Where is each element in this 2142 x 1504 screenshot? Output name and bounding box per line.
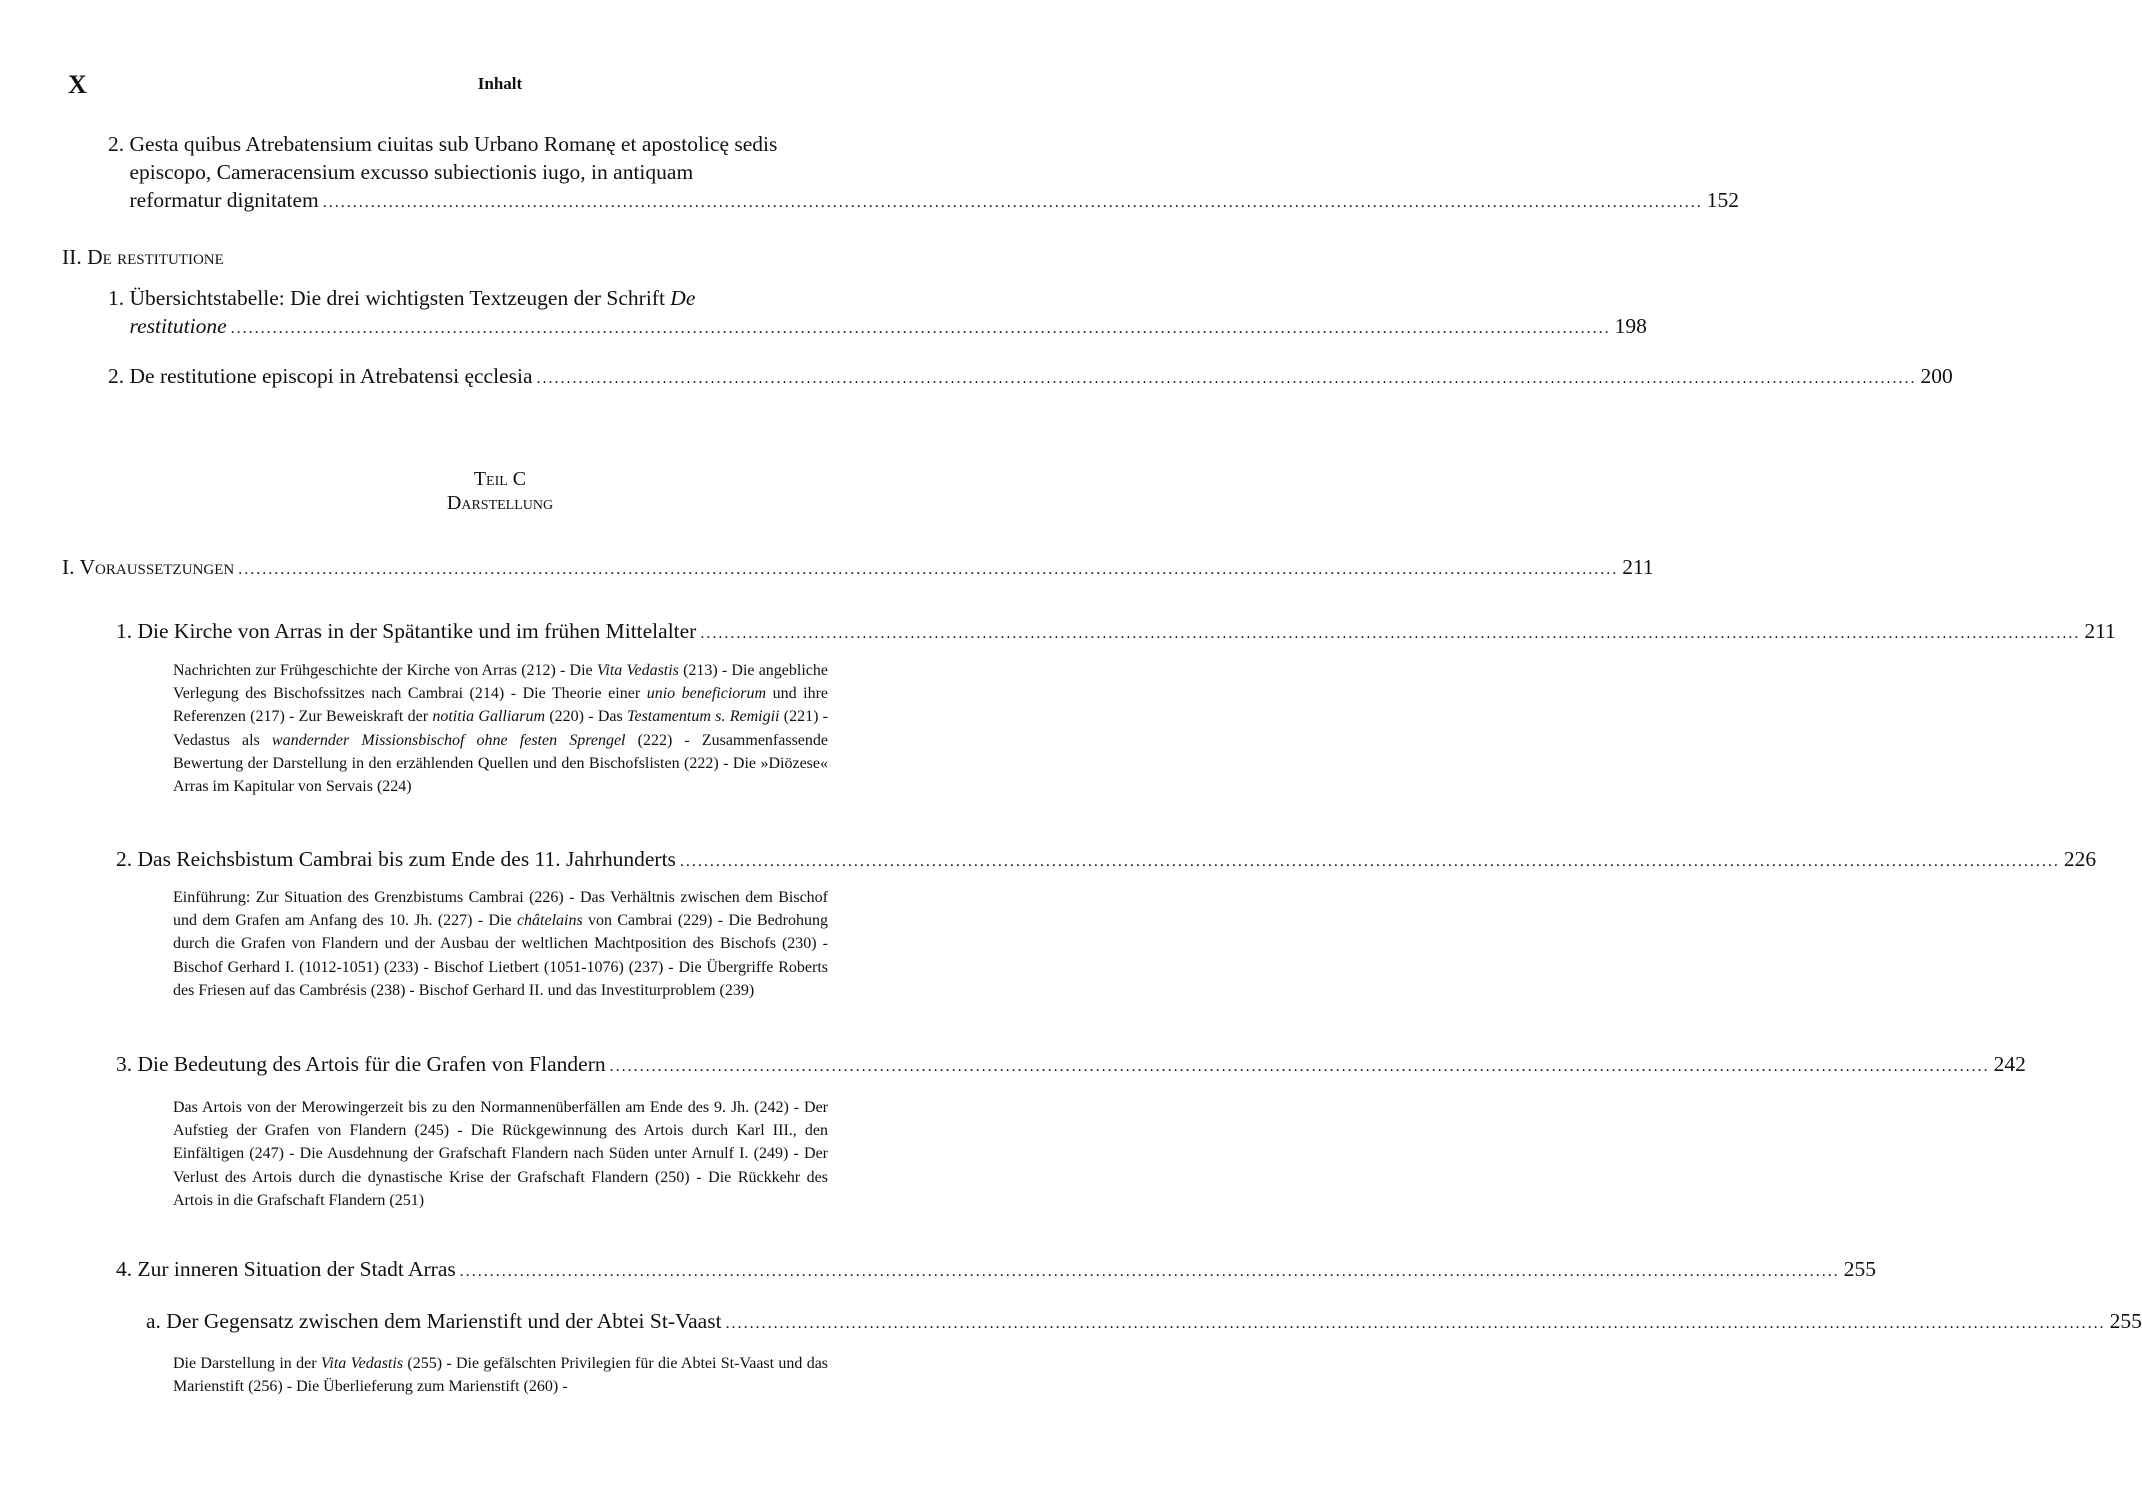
page-ref: 152 [1706,188,1739,212]
entry-number: a. [146,1309,161,1333]
entry-number: 2. [108,364,125,388]
entry-title: De restitutione episcopi in Atrebatensi ęcclesia [129,364,533,388]
leader-dots [238,556,1618,584]
entry-title-line: restitutione [129,314,227,338]
toc-entry [116,1255,1876,1286]
leader-dots [537,365,1917,393]
toc-entry [108,362,1953,393]
entry-title: Die Bedeutung des Artois für die Grafen von Flandern [137,1052,606,1076]
entry-number: 2. [116,847,133,871]
entry-title-line: reformatur dignitatem [129,188,319,212]
page-ref: 255 [2109,1309,2142,1333]
entry-title-italic: De [670,286,696,310]
section-heading: II. De restitutione [62,245,224,269]
page-ref: 198 [1614,314,1647,338]
entry-number: 1. [116,619,133,643]
leader-dots [680,848,2060,876]
leader-dots [700,620,2080,648]
toc-entry [116,845,2097,876]
entry-title-line: episcopo, Cameracensium excusso subiectionis iugo, in antiquam [129,160,694,184]
toc-entry [108,130,1739,217]
page-ref: 255 [1843,1257,1876,1281]
chapter-summary: Einführung: Zur Situation des Grenzbistums Cambrai (226) - Das Verhältnis zwischen dem Bischof und dem Grafen am Anfang des 10. Jh. (227) - Die châtelains von Cambrai (229) - Die Bedrohung durch die Grafen von Flandern und der Ausbau der weltlichen Machtposition des Bischofs (230) - Bischof Gerhard I. (1012-1051) (233) - Bischof Lietbert (1051-1076) (237) - Die Übergriffe Roberts des Friesen auf das Cambrésis (238) - Bischof Gerhard II. und das Investiturproblem (239) [173,889,829,999]
toc-subentry [146,1307,2142,1338]
leader-dots [726,1310,2106,1338]
chapter-summary: Die Darstellung in der Vita Vedastis (255) - Die gefälschten Privilegien für die Abtei St-Vaast und das Marienstift (256) - Die Überlieferung zum Marienstift (260) - [173,1355,829,1396]
entry-number: 1. [108,286,125,310]
entry-title: Das Reichsbistum Cambrai bis zum Ende des 11. Jahrhunderts [137,847,676,871]
chapter-summary: Nachrichten zur Frühgeschichte der Kirche von Arras (212) - Die Vita Vedastis (213) - Die angebliche Verlegung des Bischofssitzes nach Cambrai (214) - Die Theorie einer unio beneficiorum und ihre Referenzen (217) - Zur Beweiskraft der notitia Galliarum (220) - Das Testamentum s. Remigii (221) - Vedastus als wandernder Missionsbischof ohne festen Sprengel (222) - Zusammenfassende Bewertung der Darstellung in den erzählenden Quellen und den Bischofslisten (222) - Die »Diözese« Arras im Kapitular von Servais (224) [173,662,829,796]
entry-title: Der Gegensatz zwischen dem Marienstift und der Abtei St-Vaast [166,1309,722,1333]
entry-number: 3. [116,1052,133,1076]
page-ref: 242 [1993,1052,2026,1076]
entry-title: Zur inneren Situation der Stadt Arras [137,1257,456,1281]
entry-number: 4. [116,1257,133,1281]
section-heading [62,553,1654,584]
entry-title: Die Kirche von Arras in der Spätantike und im frühen Mittelalter [137,619,697,643]
running-title: Inhalt [477,74,523,93]
toc-entry [108,284,1647,343]
page-number: X [68,70,87,99]
page-ref: 200 [1920,364,1953,388]
entry-title: Übersichtstabelle: Die drei wichtigsten Textzeugen der Schrift [129,286,671,310]
leader-dots [323,189,1703,217]
page-ref: 211 [1622,555,1654,579]
toc-entry [116,1050,2026,1081]
entry-number: 2. [108,132,125,156]
leader-dots [460,1258,1840,1286]
chapter-summary: Das Artois von der Merowingerzeit bis zu den Normannenüberfällen am Ende des 9. Jh. (242) - Der Aufstieg der Grafen von Flandern (245) - Die Rückgewinnung des Artois durch Karl III., den Einfältigen (247) - Die Ausdehnung der Grafschaft Flandern nach Süden unter Arnulf I. (249) - Der Verlust des Artois durch die dynastische Krise der Grafschaft Flandern (250) - Die Rückkehr des Artois in die Grafschaft Flandern (251) [173,1099,828,1209]
toc-entry [116,617,2116,648]
leader-dots [231,315,1611,343]
leader-dots [610,1053,1990,1081]
page-ref: 211 [2084,619,2116,643]
part-title: Darstellung [446,492,554,514]
entry-title-line: Gesta quibus Atrebatensium ciuitas sub Urbano Romanę et apostolicę sedis [129,132,778,156]
page-ref: 226 [2063,847,2097,871]
section-title: I. Voraussetzungen [62,555,235,579]
part-label: Teil C [473,468,527,490]
